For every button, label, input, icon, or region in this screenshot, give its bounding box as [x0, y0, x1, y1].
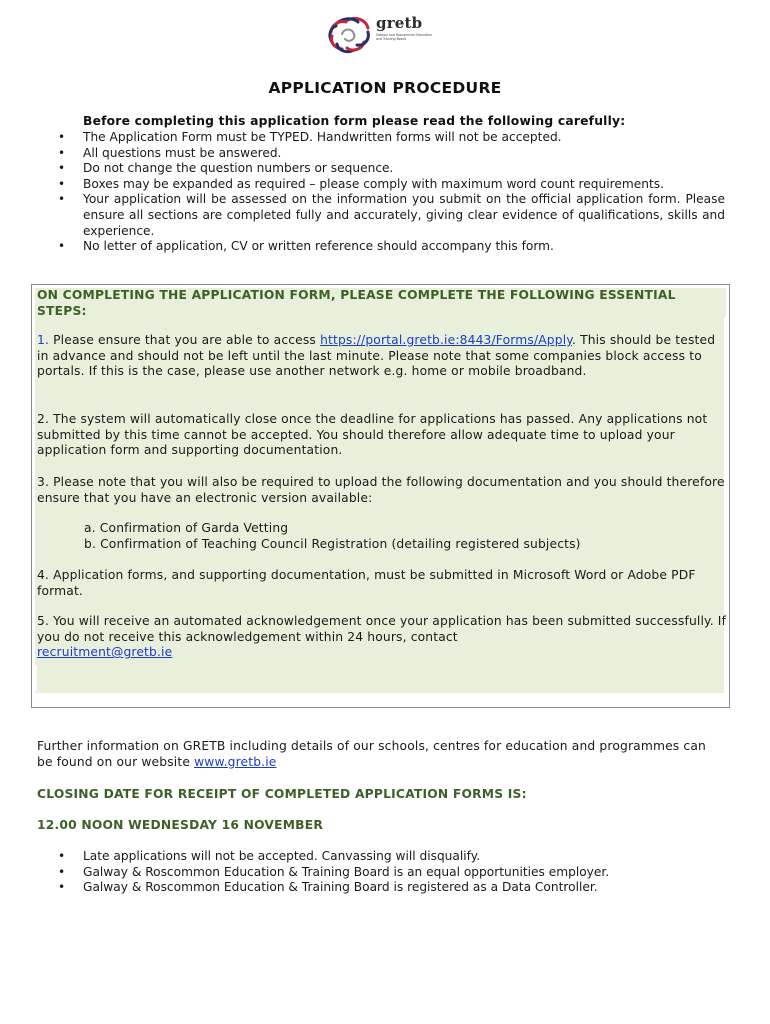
gretb-swirl-icon [326, 14, 372, 54]
closing-date-heading: CLOSING DATE FOR RECEIPT OF COMPLETED APPLICATION FORMS IS: [37, 787, 527, 801]
instructions-list [58, 130, 725, 255]
notes-list [58, 849, 738, 896]
step-4: 4. Application forms, and supporting documentation, must be submitted in Microsoft Word or Adobe PDF format. [37, 568, 696, 598]
list-item: • Boxes may be expanded as required – please comply with maximum word count requirements. [58, 177, 725, 193]
logo-tagline: Galway and Roscommon Education and Training Board [376, 33, 433, 42]
box-edge [35, 665, 37, 691]
step-3-item-a: a. Confirmation of Garda Vetting [84, 521, 289, 535]
recruitment-email-link[interactable]: recruitment@gretb.ie [37, 645, 173, 660]
step-1 [37, 333, 727, 380]
logo-wordmark: gretb [376, 14, 423, 32]
essential-steps-heading: ON COMPLETING THE APPLICATION FORM, PLEASE COMPLETE THE FOLLOWING ESSENTIAL STEPS: [37, 288, 676, 318]
portal-link[interactable]: https://portal.gretb.ie:8443/Forms/Apply [320, 333, 572, 347]
step-text: 5. You will receive an automated acknowledgement once your application has been submitted successfully. If you do not receive this acknowledgement within 24 hours, contact [37, 614, 727, 644]
closing-date: 12.00 NOON WEDNESDAY 16 NOVEMBER [37, 818, 324, 832]
further-info [37, 739, 717, 770]
list-item: • Late applications will not be accepted. Canvassing will disqualify. [58, 849, 738, 865]
list-item: • Do not change the question numbers or sequence. [58, 161, 725, 177]
step-number: 1. [37, 333, 50, 347]
step-text: . This should be tested in advance and should not be left until the last minute. Please note that some companies block access to portals. If this is the case, please use another network e.g. home or mobile broadband. [37, 333, 716, 379]
step-3: 3. Please note that you will also be required to upload the following documentation and you should therefore ensure that you have an electronic version available: [37, 475, 725, 505]
step-3-item-b: b. Confirmation of Teaching Council Registration (detailing registered subjects) [84, 537, 581, 551]
list-item: • No letter of application, CV or written reference should accompany this form. [58, 239, 725, 255]
list-item: • Galway & Roscommon Education & Training Board is an equal opportunities employer. [58, 865, 738, 881]
step-text: Please ensure that you are able to access [49, 333, 321, 347]
further-info-text: Further information on GRETB including details of our schools, centres for education and programmes can be found on our website [37, 739, 706, 769]
intro-heading: Before completing this application form please read the following carefully: [83, 114, 626, 128]
list-item: • Your application will be assessed on the information you submit on the official application form. Please ensure all sections are completed fully and accurately, giving clear evidence of qualifications, skills and experience. [58, 192, 725, 239]
gretb-logo [326, 14, 446, 56]
step-2: 2. The system will automatically close once the deadline for applications has passed. Any applications not submitted by this time cannot be accepted. You should therefore allow adequate time to upload your application form and supporting documentation. [37, 412, 708, 458]
page-title: APPLICATION PROCEDURE [268, 79, 502, 97]
website-link[interactable]: www.gretb.ie [194, 754, 277, 769]
list-item: • Galway & Roscommon Education & Training Board is registered as a Data Controller. [58, 880, 738, 896]
list-item: • All questions must be answered. [58, 146, 725, 162]
list-item: • The Application Form must be TYPED. Handwritten forms will not be accepted. [58, 130, 725, 146]
step-5 [37, 614, 727, 661]
